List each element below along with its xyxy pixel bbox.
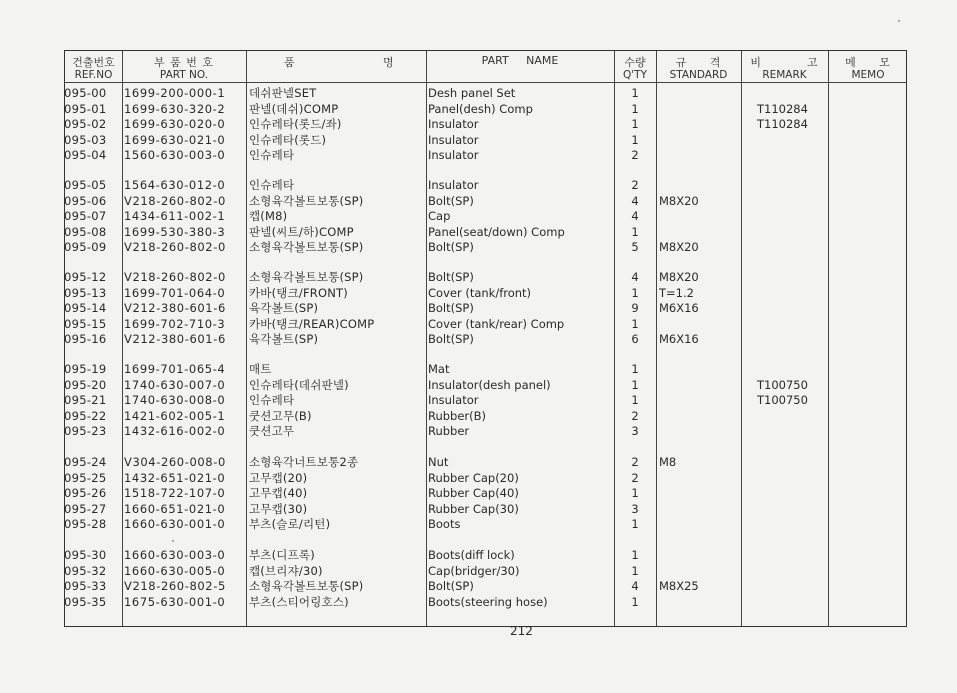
row-part-no: 1660-630-003-0 (124, 548, 226, 562)
row-part-no: 1660-630-001-0 (124, 517, 226, 531)
row-korean-name: 부츠(스티어링호스) (249, 594, 349, 609)
row-qty: 1 (631, 548, 639, 562)
table-row (65, 286, 906, 302)
row-remark: T100750 (757, 377, 808, 392)
row-ref-no: 095-35 (64, 594, 107, 609)
row-part-name: Bolt(SP) (428, 240, 474, 254)
row-qty: 2 (631, 455, 639, 469)
row-qty: 1 (631, 316, 639, 331)
row-korean-name: 육각볼트(SP) (249, 301, 319, 315)
row-korean-name: 카바(탱크/FRONT) (249, 285, 348, 300)
row-qty: 1 (631, 517, 639, 531)
table-row (65, 270, 906, 286)
row-ref-no: 095-14 (64, 301, 107, 315)
row-ref-no: 095-13 (64, 285, 107, 300)
row-qty: 3 (631, 424, 639, 438)
table-row (65, 362, 906, 378)
row-part-name: Panel(seat/down) Comp (428, 224, 565, 239)
table-row (65, 133, 906, 149)
row-korean-name: 매트 (249, 362, 272, 376)
row-part-no: V218-260-802-0 (124, 270, 226, 284)
row-part-no: 1660-630-005-0 (124, 563, 226, 578)
header-name-ko-1: 품 (284, 56, 296, 69)
row-remark: T100750 (757, 393, 808, 407)
row-korean-name: 고무캡(30) (249, 501, 308, 516)
row-part-name: Rubber Cap(30) (428, 501, 519, 516)
header-divider (65, 82, 906, 83)
row-part-name: Boots(diff lock) (428, 548, 515, 562)
row-ref-no: 095-30 (64, 548, 107, 562)
row-ref-no: 095-07 (64, 209, 107, 223)
row-part-no: 1699-630-021-0 (124, 132, 226, 147)
row-korean-name: 판넬(데쉬)COMP (249, 101, 339, 116)
row-qty: 6 (631, 332, 639, 346)
row-korean-name: 부츠(슬로/리턴) (249, 517, 331, 531)
row-qty: 1 (631, 285, 639, 300)
row-ref-no: 095-02 (64, 117, 107, 131)
row-standard: T=1.2 (659, 285, 694, 300)
table-row (65, 378, 906, 394)
table-row (65, 579, 906, 595)
row-qty: 2 (631, 178, 639, 192)
table-row (65, 548, 906, 564)
row-ref-no: 095-00 (64, 86, 107, 100)
row-ref-no: 095-01 (64, 101, 107, 116)
row-part-no: 1699-701-065-4 (124, 362, 226, 376)
row-part-name: Rubber(B) (428, 408, 487, 423)
row-ref-no: 095-33 (64, 579, 107, 593)
row-part-name: Rubber Cap(40) (428, 486, 519, 500)
row-qty: 3 (631, 501, 639, 516)
row-part-no: 1699-701-064-0 (124, 285, 226, 300)
row-ref-no: 095-03 (64, 132, 107, 147)
header-part-no-ko: 부 품 번 호 (154, 56, 214, 69)
row-qty: 4 (631, 209, 639, 223)
header-qty-en: Q'TY (623, 69, 647, 81)
header-memo-ko: 메 모 (845, 56, 891, 69)
row-part-no: 1518-722-107-0 (124, 486, 226, 500)
row-qty: 1 (631, 117, 639, 131)
row-korean-name: 판넬(씨트/하)COMP (249, 224, 354, 239)
table-row (65, 332, 906, 348)
row-part-name: Bolt(SP) (428, 193, 474, 208)
header-memo-en: MEMO (851, 69, 885, 81)
header-name-ko-2: 명 (383, 56, 395, 69)
row-korean-name: 인슈레타(롯드/좌) (249, 117, 342, 131)
row-part-no: 1740-630-007-0 (124, 377, 226, 392)
table-row (65, 424, 906, 440)
row-korean-name: 캡(M8) (249, 209, 288, 223)
row-part-no: 1699-200-000-1 (124, 86, 226, 100)
row-qty: 4 (631, 270, 639, 284)
header-part-no-en: PART NO. (159, 69, 209, 81)
row-part-name: Insulator (428, 148, 479, 162)
row-ref-no: 095-05 (64, 178, 107, 192)
row-ref-no: 095-04 (64, 148, 107, 162)
row-standard: M6X16 (659, 332, 699, 346)
row-part-no: V304-260-008-0 (124, 455, 226, 469)
row-korean-name: 카바(탱크/REAR)COMP (249, 316, 375, 331)
row-ref-no: 095-15 (64, 316, 107, 331)
row-part-no: V212-380-601-6 (124, 301, 226, 315)
row-korean-name: 인슈레타 (249, 393, 295, 407)
table-row (65, 409, 906, 425)
row-part-name: Bolt(SP) (428, 270, 474, 284)
row-part-name: Cap (428, 209, 451, 223)
row-korean-name: 쿳션고무(B) (249, 408, 312, 423)
row-korean-name: 소형육각볼트보통(SP) (249, 240, 364, 254)
header-remark-ko: 비 고 (750, 56, 819, 69)
table-row (65, 502, 906, 518)
row-standard: M8X20 (659, 240, 699, 254)
row-part-name: Cover (tank/front) (428, 285, 532, 300)
row-ref-no: 095-19 (64, 362, 107, 376)
row-qty: 4 (631, 193, 639, 208)
table-row (65, 117, 906, 133)
row-korean-name: 부츠(디프록) (249, 548, 315, 562)
row-qty: 4 (631, 579, 639, 593)
row-ref-no: 095-20 (64, 377, 107, 392)
table-row (65, 455, 906, 471)
row-remark: T110284 (757, 101, 808, 116)
row-part-name: Panel(desh) Comp (428, 101, 533, 116)
row-part-name: Insulator (428, 132, 479, 147)
row-korean-name: 인슈레타 (249, 178, 295, 192)
row-korean-name: 쿳션고무 (249, 424, 295, 438)
row-part-name: Bolt(SP) (428, 579, 474, 593)
row-korean-name: 캡(브리쟈/30) (249, 563, 323, 578)
table-row (65, 517, 906, 533)
scan-speck (898, 20, 900, 22)
row-remark: T110284 (757, 117, 808, 131)
row-part-name: Boots (428, 517, 461, 531)
row-part-name: Bolt(SP) (428, 301, 474, 315)
row-part-no: 1699-630-320-2 (124, 101, 226, 116)
row-korean-name: 소형육각너트보통2종 (249, 455, 359, 469)
row-ref-no: 095-22 (64, 408, 107, 423)
row-qty: 1 (631, 224, 639, 239)
table-row (65, 240, 906, 256)
table-row (65, 148, 906, 164)
header-std-ko: 규 격 (675, 56, 722, 69)
row-part-no: 1699-702-710-3 (124, 316, 226, 331)
row-part-name: Desh panel Set (428, 86, 516, 100)
row-qty: 5 (631, 240, 639, 254)
row-standard: M6X16 (659, 301, 699, 315)
row-ref-no: 095-25 (64, 470, 107, 485)
row-korean-name: 인슈레타(롯드) (249, 132, 327, 147)
row-part-no: 1740-630-008-0 (124, 393, 226, 407)
header-ref-en: REF.NO (74, 69, 113, 81)
row-ref-no: 095-26 (64, 486, 107, 500)
row-part-name: Rubber Cap(20) (428, 470, 519, 485)
row-ref-no: 095-27 (64, 501, 107, 516)
row-part-no: 1434-611-002-1 (124, 209, 226, 223)
row-qty: 2 (631, 470, 639, 485)
row-standard: M8X25 (659, 579, 699, 593)
row-part-no: V218-260-802-0 (124, 193, 226, 208)
row-qty: 1 (631, 393, 639, 407)
header-std-en: STANDARD (669, 69, 728, 81)
row-ref-no: 095-21 (64, 393, 107, 407)
row-ref-no: 095-24 (64, 455, 107, 469)
row-part-name: Insulator (428, 393, 479, 407)
header-part-name: PART NAME (481, 54, 559, 67)
row-part-no: 1564-630-012-0 (124, 178, 226, 192)
header-qty-ko: 수량 (624, 56, 646, 69)
table-row (65, 564, 906, 580)
table-row (65, 178, 906, 194)
row-part-name: Rubber (428, 424, 470, 438)
row-part-name: Insulator (428, 178, 479, 192)
table-row (65, 102, 906, 118)
row-qty: 1 (631, 563, 639, 578)
row-part-no: 1675-630-001-0 (124, 594, 226, 609)
row-part-name: Nut (428, 455, 449, 469)
row-ref-no: 095-28 (64, 517, 107, 531)
row-part-name: Bolt(SP) (428, 332, 474, 346)
table-row (65, 471, 906, 487)
table-row (65, 317, 906, 333)
row-part-no: 1660-651-021-0 (124, 501, 226, 516)
row-qty: 1 (631, 101, 639, 116)
row-ref-no: 095-16 (64, 332, 107, 346)
table-row (65, 486, 906, 502)
row-qty: 1 (631, 86, 639, 100)
row-qty: 9 (631, 301, 639, 315)
row-standard: M8X20 (659, 193, 699, 208)
row-part-no: 1699-530-380-3 (124, 224, 226, 239)
row-korean-name: 고무캡(20) (249, 470, 308, 485)
row-part-name: Insulator (428, 117, 479, 131)
table-row (65, 595, 906, 611)
row-korean-name: 데쉬판넬SET (249, 86, 317, 100)
row-korean-name: 소형육각볼트보통(SP) (249, 193, 364, 208)
row-korean-name: 육각볼트(SP) (249, 332, 319, 346)
row-korean-name: 소형육각볼트보통(SP) (249, 270, 364, 284)
row-ref-no: 095-09 (64, 240, 107, 254)
row-ref-no: 095-08 (64, 224, 107, 239)
row-part-no: 1560-630-003-0 (124, 148, 226, 162)
table-row (65, 301, 906, 317)
row-qty: 2 (631, 408, 639, 423)
row-qty: 1 (631, 362, 639, 376)
row-part-name: Cover (tank/rear) Comp (428, 316, 565, 331)
parts-table (64, 50, 907, 627)
row-part-no: 1421-602-005-1 (124, 408, 226, 423)
row-part-name: Insulator(desh panel) (428, 377, 551, 392)
table-row (65, 225, 906, 241)
row-part-no: 1699-630-020-0 (124, 117, 226, 131)
row-standard: M8 (659, 455, 677, 469)
row-part-no: V218-260-802-5 (124, 579, 226, 593)
row-part-no: 1432-651-021-0 (124, 470, 226, 485)
row-ref-no: 095-06 (64, 193, 107, 208)
header-remark-en: REMARK (762, 69, 807, 81)
row-qty: 1 (631, 132, 639, 147)
row-qty: 1 (631, 594, 639, 609)
row-part-name: Boots(steering hose) (428, 594, 548, 609)
row-qty: 2 (631, 148, 639, 162)
row-qty: 1 (631, 486, 639, 500)
scan-speck (172, 540, 174, 542)
page-number: 212 (510, 624, 533, 638)
row-part-name: Mat (428, 362, 450, 376)
row-korean-name: 고무캡(40) (249, 486, 308, 500)
row-part-no: 1432-616-002-0 (124, 424, 226, 438)
row-part-no: V212-380-601-6 (124, 332, 226, 346)
table-row (65, 393, 906, 409)
row-part-name: Cap(bridger/30) (428, 563, 520, 578)
table-row (65, 194, 906, 210)
row-ref-no: 095-12 (64, 270, 107, 284)
row-korean-name: 인슈레타(데쉬판넬) (249, 377, 349, 392)
row-qty: 1 (631, 377, 639, 392)
table-row (65, 86, 906, 102)
row-ref-no: 095-32 (64, 563, 107, 578)
row-korean-name: 소형육각볼트보통(SP) (249, 579, 364, 593)
row-standard: M8X20 (659, 270, 699, 284)
table-row (65, 209, 906, 225)
row-part-no: V218-260-802-0 (124, 240, 226, 254)
header-ref-ko: 건출번호 (72, 56, 115, 69)
row-korean-name: 인슈레타 (249, 148, 295, 162)
row-ref-no: 095-23 (64, 424, 107, 438)
